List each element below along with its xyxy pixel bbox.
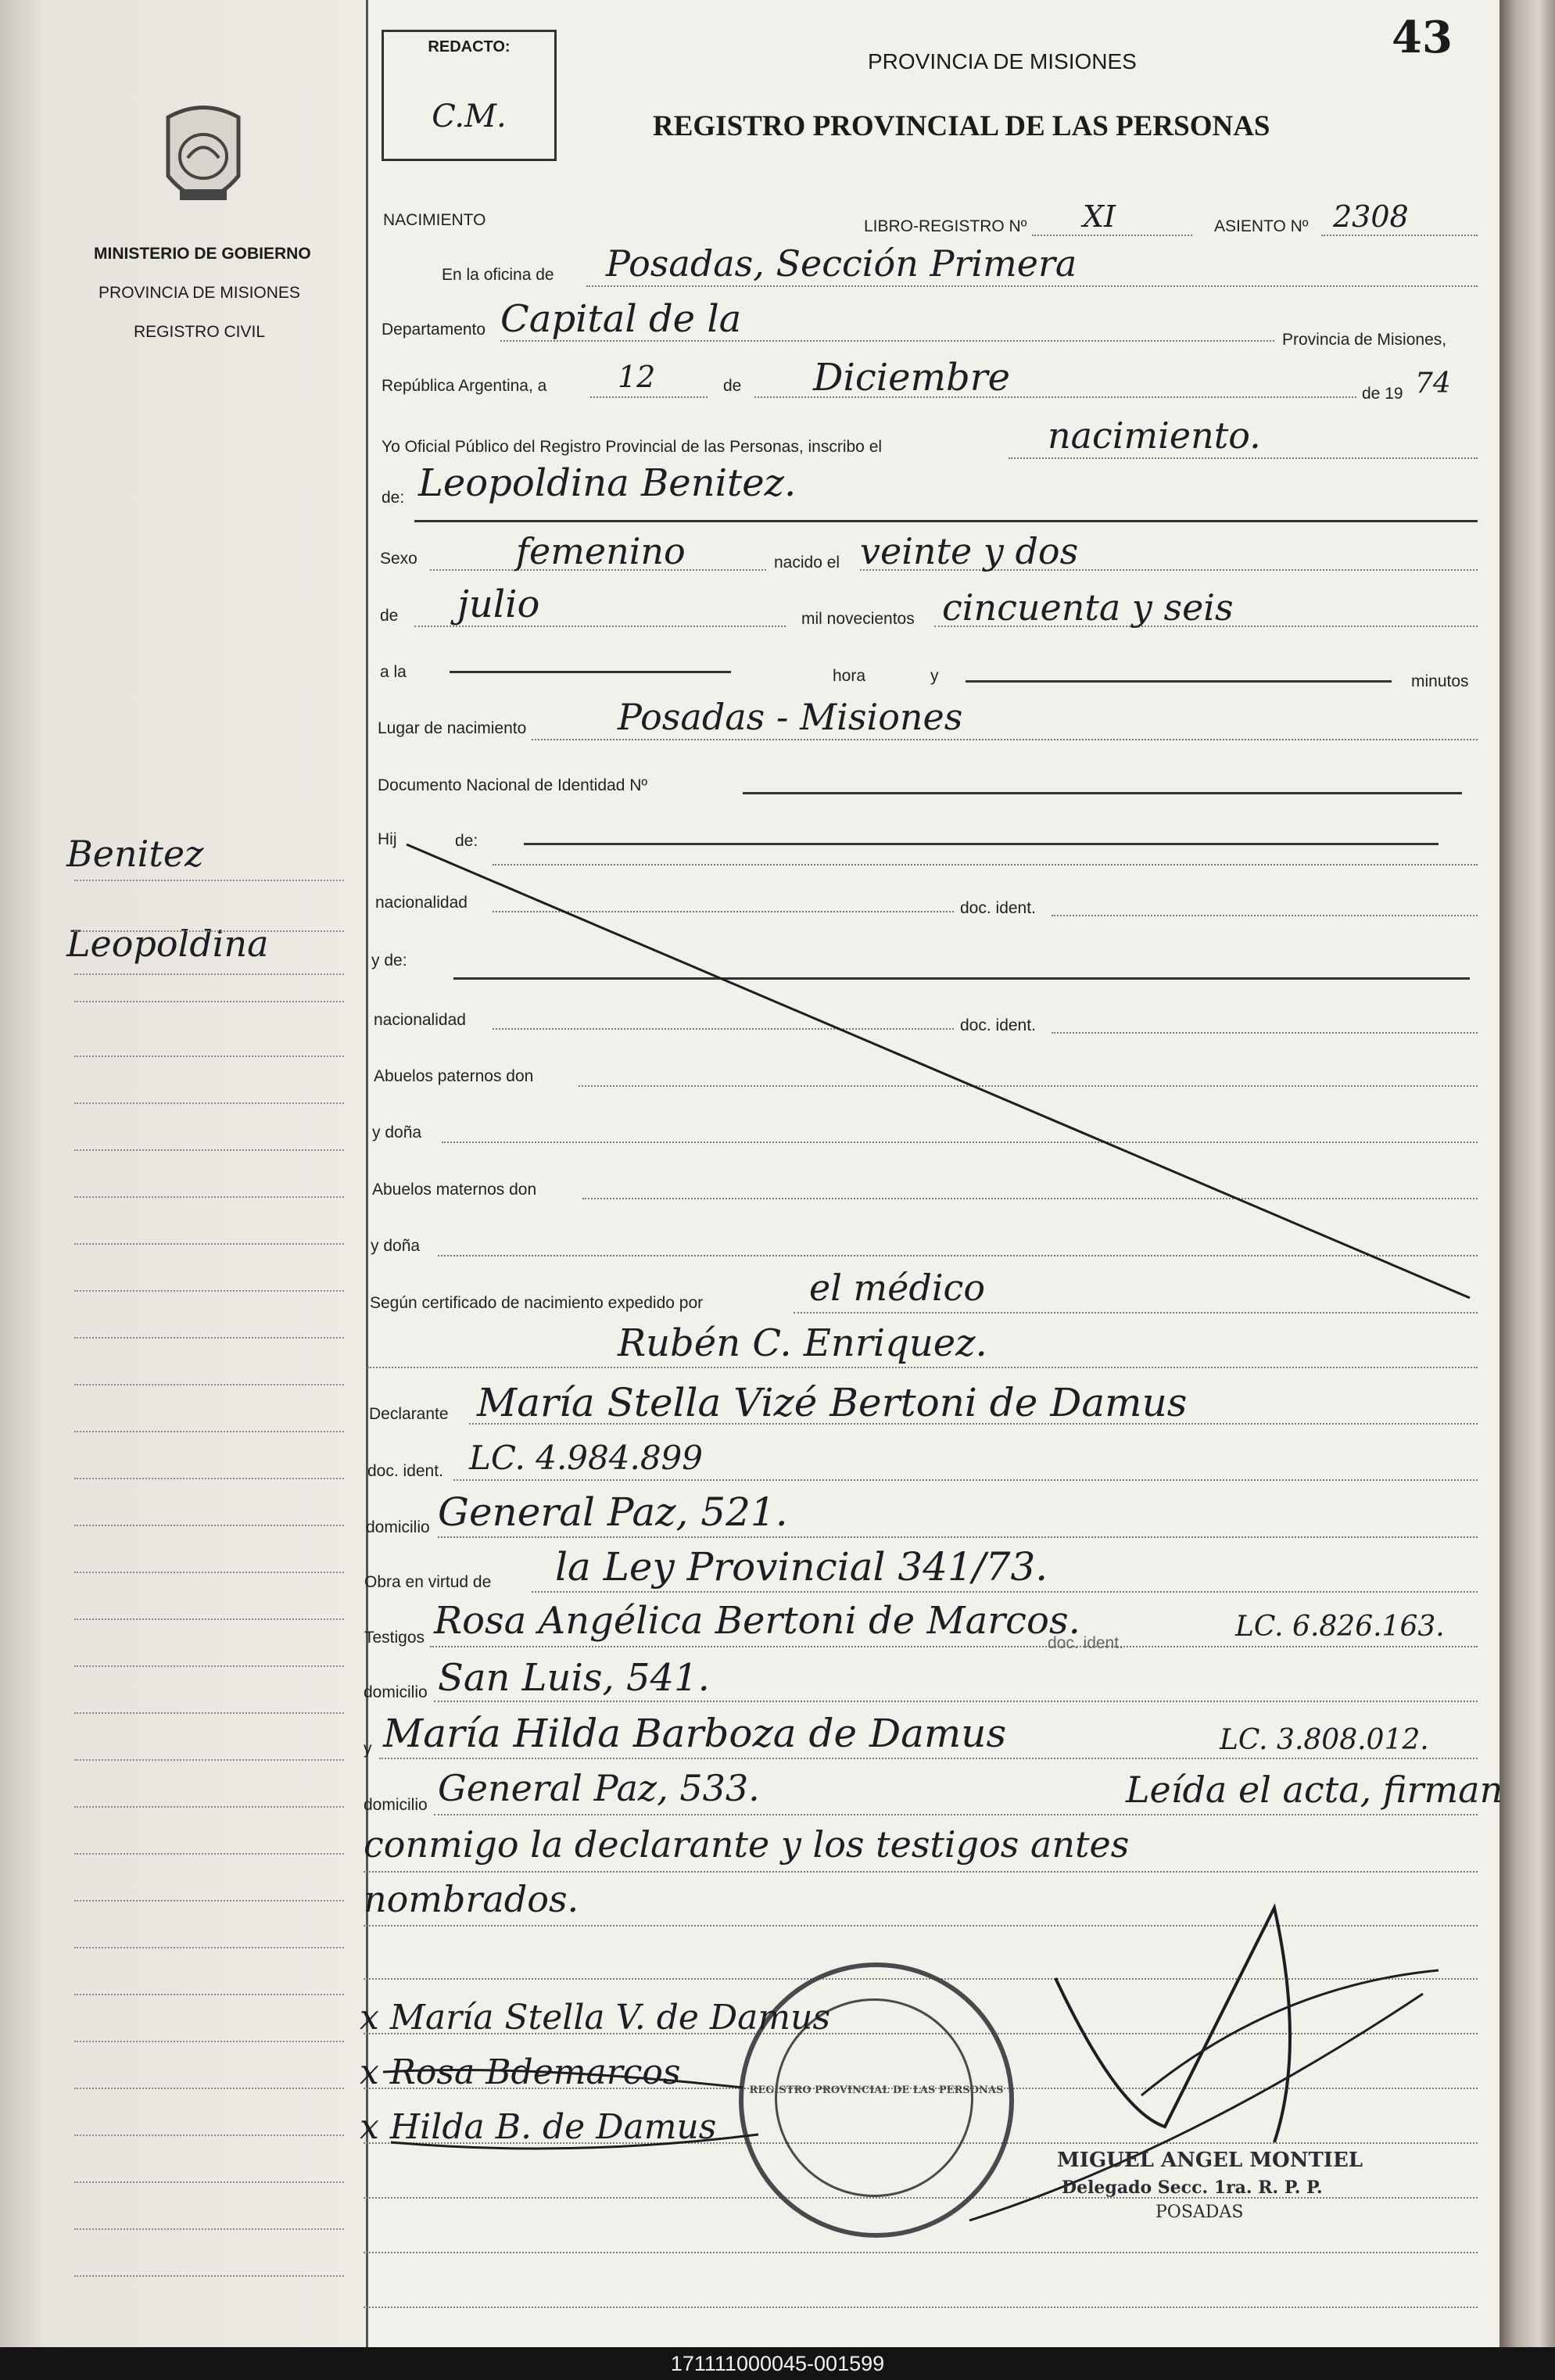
official-name: MIGUEL ANGEL MONTIEL <box>1057 2149 1363 2172</box>
mes-value: Diciembre <box>813 356 1011 400</box>
testigo2-domicilio: General Paz, 533. <box>438 1767 760 1809</box>
hijo-de-label: de: <box>455 832 478 850</box>
left-province: PROVINCIA DE MISIONES <box>99 284 300 302</box>
doc-ident3-label: doc. ident. <box>367 1462 443 1480</box>
de-label: de <box>723 377 742 395</box>
coat-of-arms-icon <box>160 102 246 219</box>
page-edges <box>1499 0 1555 2347</box>
declarante-doc: LC. 4.984.899 <box>469 1439 703 1477</box>
abuelos-paternos-label: Abuelos paternos don <box>374 1067 534 1085</box>
obra-label: Obra en virtud de <box>364 1573 492 1591</box>
nacionalidad-label: nacionalidad <box>375 894 468 912</box>
de3-label: de <box>380 607 399 625</box>
dia-value: 12 <box>618 360 656 394</box>
mil-label: mil novecientos <box>801 610 915 628</box>
testigo2-value: María Hilda Barboza de Damus <box>383 1711 1007 1756</box>
de2-label: de: <box>382 489 405 507</box>
abuelos-maternos-label: Abuelos maternos don <box>372 1181 537 1199</box>
y-dona2-label: y doña <box>371 1237 421 1255</box>
anio-value: 74 <box>1415 367 1451 400</box>
redacto-label: REDACTO: <box>428 38 511 56</box>
margin-surname: Benitez <box>66 833 204 875</box>
cancel-diagonal-line <box>391 829 1485 1306</box>
testigo1-domicilio: San Luis, 541. <box>438 1656 710 1700</box>
declarante-label: Declarante <box>369 1405 449 1423</box>
left-page <box>0 0 366 2347</box>
domicilio3-label: domicilio <box>364 1796 428 1814</box>
hijo-label: Hij <box>378 830 397 848</box>
obra-value: la Ley Provincial 341/73. <box>555 1544 1048 1590</box>
testigos-label: Testigos <box>364 1629 425 1647</box>
redacto-value: C.M. <box>432 99 507 134</box>
left-registry: REGISTRO CIVIL <box>133 323 266 341</box>
asiento-label: ASIENTO Nº <box>1214 217 1309 235</box>
ministry-title: MINISTERIO DE GOBIERNO <box>94 245 311 263</box>
act-type: NACIMIENTO <box>383 211 486 229</box>
signature-flourish <box>367 2041 774 2166</box>
provincia-suffix: Provincia de Misiones, <box>1282 331 1447 349</box>
doc-ident2-label: doc. ident. <box>960 1016 1036 1034</box>
sexo-label: Sexo <box>380 550 417 568</box>
header-registry: REGISTRO PROVINCIAL DE LAS PERSONAS <box>653 110 1270 142</box>
y-dona-label: y doña <box>372 1124 422 1142</box>
nacido-value: veinte y dos <box>860 530 1079 572</box>
redacto-box <box>382 30 557 161</box>
domicilio-label: domicilio <box>366 1518 430 1536</box>
domicilio-value: General Paz, 521. <box>438 1489 788 1535</box>
minutos-label: minutos <box>1411 672 1469 690</box>
anio-nac-value: cincuenta y seis <box>942 586 1234 629</box>
nombre-value: Leopoldina Benitez. <box>418 461 797 505</box>
departamento-value: Capital de la <box>500 297 742 341</box>
official-signature <box>938 1892 1446 2252</box>
signature-declarante: x María Stella V. de Damus <box>360 1998 831 2038</box>
oficina-label: En la oficina de <box>442 266 554 284</box>
anio-label: de 19 <box>1362 385 1403 403</box>
doc-ident-label: doc. ident. <box>960 899 1036 917</box>
y2-label: y <box>364 1740 372 1758</box>
y-label: y <box>930 667 939 685</box>
official-role: Delegado Secc. 1ra. R. P. P. <box>1062 2177 1323 2198</box>
a-la-label: a la <box>380 663 407 681</box>
republica-label: República Argentina, a <box>382 377 547 395</box>
signature-testigo-1: x Rosa Bdemarcos <box>360 2052 681 2092</box>
cierre-line-3: nombrados. <box>364 1878 579 1920</box>
dni-label: Documento Nacional de Identidad Nº <box>378 776 648 794</box>
testigo2-doc: LC. 3.808.012. <box>1220 1724 1429 1756</box>
libro-value: XI <box>1083 199 1116 234</box>
medico-value: Rubén C. Enriquez. <box>618 1321 987 1365</box>
declarante-value: María Stella Vizé Bertoni de Damus <box>477 1380 1188 1425</box>
header-province: PROVINCIA DE MISIONES <box>868 49 1137 73</box>
lugar-value: Posadas - Misiones <box>618 696 963 738</box>
libro-label: LIBRO-REGISTRO Nº <box>864 217 1027 235</box>
nacionalidad2-label: nacionalidad <box>374 1011 466 1029</box>
hora-label: hora <box>833 667 866 685</box>
certificado-label: Según certificado de nacimiento expedido por <box>370 1294 704 1312</box>
testigo1-value: Rosa Angélica Bertoni de Marcos. <box>434 1599 1080 1643</box>
asiento-value: 2308 <box>1333 199 1409 234</box>
y-de-label: y de: <box>371 952 407 970</box>
cierre-line-2: conmigo la declarante y los testigos antes <box>364 1823 1130 1866</box>
certificado-value: el médico <box>809 1267 986 1309</box>
departamento-label: Departamento <box>382 321 486 339</box>
nacido-label: nacido el <box>774 554 840 572</box>
page-number: 43 <box>1392 12 1453 63</box>
sexo-value: femenino <box>516 530 686 572</box>
oficina-value: Posadas, Sección Primera <box>606 242 1077 285</box>
stamp-text: REGISTRO PROVINCIAL DE LAS PERSONAS <box>749 2084 1004 2096</box>
image-id-footer: 171111000045-001599 <box>0 2347 1555 2380</box>
testigo1-doc: LC. 6.826.163. <box>1235 1611 1445 1643</box>
cierre-line-1: Leída el acta, firman <box>1126 1769 1503 1811</box>
oficial-value: nacimiento. <box>1048 414 1261 457</box>
official-place: POSADAS <box>1156 2203 1244 2222</box>
lugar-label: Lugar de nacimiento <box>378 719 527 737</box>
oficial-label: Yo Oficial Público del Registro Provincial de las Personas, inscribo el <box>382 438 883 456</box>
mes-nac-value: julio <box>457 582 540 626</box>
signature-testigo-2: x Hilda B. de Damus <box>360 2107 717 2147</box>
domicilio2-label: domicilio <box>364 1683 428 1701</box>
margin-given-name: Leopoldina <box>66 923 269 965</box>
doc-ident4-label: doc. ident. <box>1048 1634 1123 1652</box>
